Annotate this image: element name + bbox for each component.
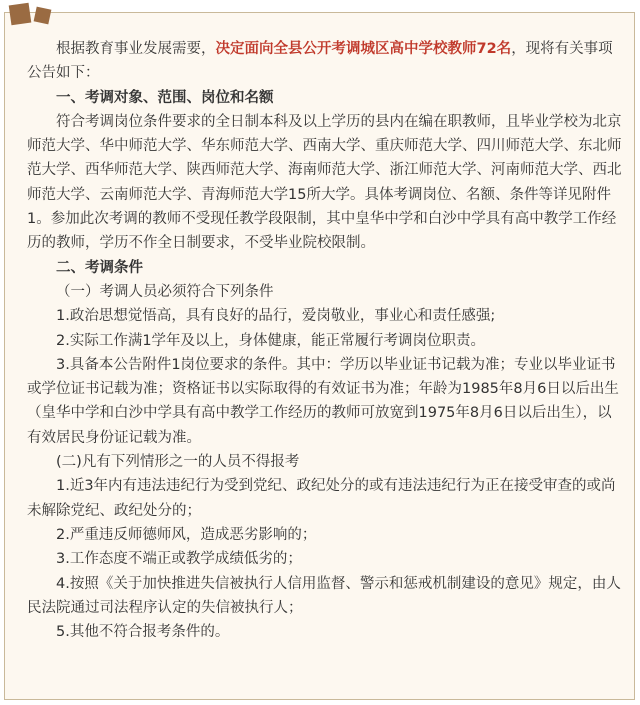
list-item: 1.近3年内有违法违纪行为受到党纪、政纪处分的或有违法违纪行为正在接受审查的或尚未解除党纪、政纪处分的； bbox=[27, 478, 616, 519]
list-item: 5.其他不符合报考条件的。 bbox=[56, 624, 230, 641]
sub2-title: (二)凡有下列情形之一的人员不得报考 bbox=[56, 454, 300, 471]
intro-highlight: 决定面向全县公开考调城区高中学校教师72名 bbox=[215, 41, 512, 57]
document-frame bbox=[4, 12, 635, 700]
intro-text: 根据教育事业发展需要， bbox=[56, 41, 216, 57]
intro-text-end: ，现将有关事项公告如下： bbox=[27, 41, 613, 82]
list-item: 3.工作态度不端正或教学成绩低劣的； bbox=[56, 551, 302, 568]
section1-body: 符合考调岗位条件要求的全日制本科及以上学历的县内在编在职教师，且毕业学校为北京师范大学、华中师范大学、华东师范大学、西南大学、重庆师范大学、四川师范大学、东北师范大学、西华师范大学、陕西师范大学、海南师范大学、浙江师范大学、河南师范大学、西北师范大学、云南师范大学、青海师范大学15所大学。具体考调岗位、名额、条件等详见附件1。参加此次考调的教师不受现任教学段限制，其中皇华中学和白沙中学具有高中教学工作经历的教师，学历不作全日制要求，不受毕业院校限制。 bbox=[27, 113, 622, 252]
list-item: 1.政治思想觉悟高，具有良好的品行，爱岗敬业，事业心和责任感强; bbox=[56, 308, 496, 325]
list-item: 3.具备本公告附件1岗位要求的条件。其中：学历以毕业证书记载为准；专业以毕业证书或学位证书记载为准；资格证书以实际取得的有效证书为准；年龄为1985年8月6日以后出生（皇华中学和白沙中学具有高中教学工作经历的教师可放宽到1975年8月6日以后出生），以有效居民身份证记载为准。 bbox=[27, 356, 619, 446]
sub1-title: （一）考调人员必须符合下列条件 bbox=[56, 283, 274, 300]
list-item: 4.按照《关于加快推进失信被执行人信用监督、警示和惩戒机制建设的意见》规定，由人民法院通过司法程序认定的失信被执行人； bbox=[27, 575, 621, 616]
decor-square-small-icon bbox=[34, 7, 52, 25]
corner-decoration bbox=[10, 4, 50, 24]
intro-paragraph bbox=[27, 37, 623, 86]
list-item: 2.实际工作满1学年及以上，身体健康，能正常履行考调岗位职责。 bbox=[56, 332, 486, 349]
section1-heading: 一、考调对象、范围、岗位和名额 bbox=[56, 89, 274, 106]
decor-square-icon bbox=[9, 3, 32, 26]
notice-content bbox=[27, 37, 623, 644]
list-item: 2.严重违反师德师风，造成恶劣影响的； bbox=[56, 526, 317, 543]
section2-heading: 二、考调条件 bbox=[56, 259, 143, 276]
